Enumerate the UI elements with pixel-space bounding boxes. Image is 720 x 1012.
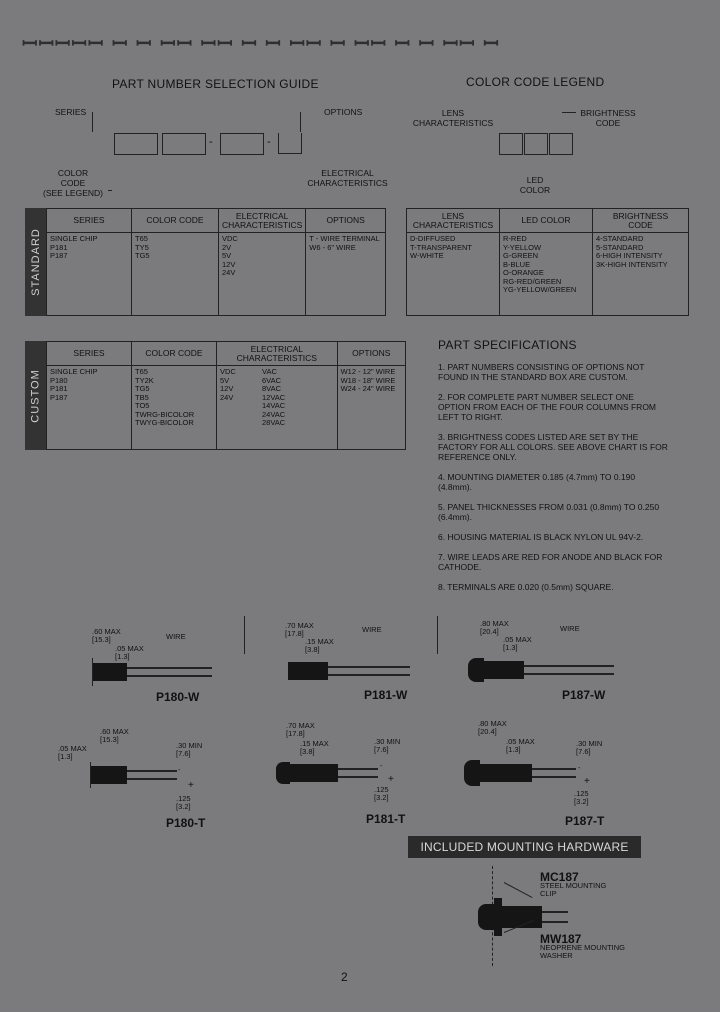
mc-leader [504, 882, 533, 898]
legend-lens-cell: D-DIFFUSED T-TRANSPARENT W-WHITE [407, 233, 500, 316]
mc-desc: STEEL MOUNTING CLIP [540, 881, 607, 898]
legend-table [406, 208, 689, 316]
custom-series-cell: SINGLE CHIP P180 P181 P187 [47, 366, 132, 450]
standard-options-cell: T - WIRE TERMINAL W6 - 6" WIRE [306, 233, 386, 316]
standard-col-options: OPTIONS [306, 209, 386, 233]
p181t-plus: + [388, 774, 394, 785]
p187t-dim-flange: .05 MAX [1.3] [506, 737, 535, 754]
brightness-leader [562, 112, 576, 113]
spec-item: 3. BRIGHTNESS CODES LISTED ARE SET BY THE FACTORY FOR ALL COLORS. SEE ABOVE CHART IS FOR REFERENCE ONLY. [438, 432, 668, 462]
options-label: OPTIONS [324, 107, 363, 117]
p180w-wire-1 [127, 667, 212, 669]
p180w-wire-2 [127, 675, 212, 677]
spec-item: 1. PART NUMBERS CONSISTING OF OPTIONS NOT FOUND IN THE STANDARD BOX ARE CUSTOM. [438, 362, 645, 382]
custom-col-series: SERIES [47, 342, 132, 366]
p187t-dim-length: .80 MAX [20.4] [478, 719, 507, 736]
p181w-wire-2 [328, 674, 410, 676]
legend-col-lens: LENS CHARACTERISTICS [407, 209, 500, 233]
p181t-lens [276, 762, 290, 784]
legend-color-cell: R-RED Y-YELLOW G-GREEN B-BLUE O-ORANGE RG-RED/GREEN YG-YELLOW/GREEN [500, 233, 593, 316]
spec-item: 6. HOUSING MATERIAL IS BLACK NYLON UL 94V-2. [438, 532, 644, 542]
p181w-dim-length: .70 MAX [17.8] [285, 621, 314, 638]
custom-side-label: CUSTOM [25, 341, 46, 450]
legend-col-color: LED COLOR [500, 209, 593, 233]
p181t-terminal-1 [338, 768, 378, 770]
standard-series-cell: SINGLE CHIP P181 P187 [47, 233, 132, 316]
selection-guide-title: PART NUMBER SELECTION GUIDE [112, 77, 319, 91]
p181t-minus: - [380, 761, 383, 770]
custom-col-options: OPTIONS [337, 342, 405, 366]
p181w-wire-label: WIRE [362, 625, 382, 634]
spec-item: 4. MOUNTING DIAMETER 0.185 (4.7mm) TO 0.190 (4.8mm). [438, 472, 636, 492]
header-noise: ꟷꟷꟷꟷꟷ ꟷ ꟷ ꟷꟷ ꟷꟷ ꟷ ꟷ ꟷꟷ ꟷ ꟷꟷ ꟷ ꟷ ꟷꟷ ꟷ [22, 33, 500, 52]
hardware-banner: INCLUDED MOUNTING HARDWARE [408, 836, 641, 858]
standard-table [46, 208, 386, 316]
standard-col-electrical: ELECTRICAL CHARACTERISTICS [219, 209, 306, 233]
divider-1 [244, 616, 245, 654]
mc-code: MC187 [540, 870, 579, 884]
mw-desc: NEOPRENE MOUNTING WASHER [540, 943, 626, 960]
custom-col-electrical: ELECTRICAL CHARACTERISTICS [217, 342, 338, 366]
spec-item: 5. PANEL THICKNESSES FROM 0.031 (0.8mm) TO 0.250 (6.4mm). [438, 502, 660, 522]
color-legend-title: COLOR CODE LEGEND [466, 75, 605, 89]
p180w-housing [93, 663, 127, 681]
custom-vac-cell: VAC 6VAC 8VAC 12VAC 14VAC 24VAC 28VAC [259, 366, 337, 450]
p180t-dim-flange: .05 MAX [1.3] [58, 744, 87, 761]
p187t-part-name: P187-T [565, 814, 605, 828]
p180w-dim-flange: .05 MAX [1.3] [115, 644, 144, 661]
specs-title: PART SPECIFICATIONS [438, 338, 577, 352]
spec-item: 2. FOR COMPLETE PART NUMBER SELECT ONE OPTION FROM EACH OF THE FOUR COLUMNS FROM LEFT TO RIGHT. [438, 392, 657, 422]
series-label: SERIES [55, 107, 87, 117]
standard-col-color: COLOR CODE [132, 209, 219, 233]
p181t-part-name: P181-T [366, 812, 406, 826]
hardware-terminal-2 [542, 921, 568, 923]
p187t-lens [464, 760, 480, 786]
standard-side-label: STANDARD [25, 208, 46, 316]
p187w-dim-flange: .05 MAX [1.3] [503, 635, 532, 652]
standard-electrical-cell: VDC 2V 5V 12V 24V [219, 233, 306, 316]
color-code-label: COLOR CODE (SEE LEGEND) [43, 168, 103, 198]
p180t-part-name: P180-T [166, 816, 206, 830]
custom-options-cell: W12 - 12" WIRE W18 - 18" WIRE W24 - 24" WIRE [337, 366, 405, 450]
p181t-dim-length: .70 MAX [17.8] [286, 721, 315, 738]
p181t-terminal-2 [338, 776, 378, 778]
p180w-part-name: P180-W [156, 690, 200, 704]
series-box [114, 133, 158, 155]
p187t-minus: - [578, 763, 581, 772]
p187t-dim-terminal: .30 MIN [7.6] [576, 739, 603, 756]
custom-vdc-cell: VDC 5V 12V 24V [217, 366, 260, 450]
p181w-dim-flange: .15 MAX [3.8] [305, 637, 334, 654]
standard-color-cell: T65 TY5 TG5 [132, 233, 219, 316]
p180w-dim-length: .60 MAX [15.3] [92, 627, 121, 644]
p180t-terminal-1 [127, 770, 177, 772]
p180t-plus: + [188, 780, 194, 791]
custom-color-cell: T65 TY2K TG5 TB5 TO5 TWRG-BICOLOR TWYG-BICOLOR [132, 366, 217, 450]
electrical-box [220, 133, 264, 155]
p187w-wire-2 [524, 673, 614, 675]
brightness-label: BRIGHTNESS CODE [580, 108, 636, 128]
p181t-dim-flange: .15 MAX [3.8] [300, 739, 329, 756]
p181w-wire-1 [328, 666, 410, 668]
lens-label: LENS CHARACTERISTICS [412, 108, 494, 128]
p181w-housing [288, 662, 328, 680]
p187w-wire-label: WIRE [560, 624, 580, 633]
p180w-wire-label: WIRE [166, 632, 186, 641]
options-box [278, 133, 302, 154]
dash-2: - [267, 136, 271, 148]
p180t-dim-length: .60 MAX [15.3] [100, 727, 129, 744]
series-leader [92, 112, 93, 132]
spec-item: 8. TERMINALS ARE 0.020 (0.5mm) SQUARE. [438, 582, 614, 592]
legend-col-brightness: BRIGHTNESS CODE [593, 209, 689, 233]
p187w-lens [468, 658, 484, 682]
p187w-dim-length: .80 MAX [20.4] [480, 619, 509, 636]
p187w-housing [484, 661, 524, 679]
lens-box [499, 133, 523, 155]
p180t-minus: - [178, 765, 181, 774]
p187w-part-name: P187-W [562, 688, 606, 702]
p187w-wire-1 [524, 665, 614, 667]
dash-1: - [209, 136, 213, 148]
mw-code: MW187 [540, 932, 582, 946]
p187t-plus: + [584, 776, 590, 787]
p181t-dim-terminal: .30 MIN [7.6] [374, 737, 401, 754]
brightness-box [549, 133, 573, 155]
p181t-dim-pitch: .125 [3.2] [374, 785, 389, 802]
p181w-part-name: P181-W [364, 688, 408, 702]
led-color-box [524, 133, 548, 155]
color-code-leader [108, 190, 112, 191]
p180t-terminal-2 [127, 778, 177, 780]
p187t-housing [480, 764, 532, 782]
specs-list [438, 362, 668, 602]
p187t-dim-pitch: .125 [3.2] [574, 789, 589, 806]
hardware-terminal-1 [542, 911, 568, 913]
legend-brightness-cell: 4-STANDARD 5-STANDARD 6-HIGH INTENSITY 3K-HIGH INTENSITY [593, 233, 689, 316]
page-number: 2 [341, 970, 348, 984]
hardware-lens [478, 904, 494, 930]
led-color-label: LED COLOR [519, 175, 551, 195]
standard-col-series: SERIES [47, 209, 132, 233]
divider-2 [437, 616, 438, 654]
hardware-clip [494, 898, 502, 936]
p180t-housing [91, 766, 127, 784]
spec-item: 7. WIRE LEADS ARE RED FOR ANODE AND BLACK FOR CATHODE. [438, 552, 663, 572]
p180t-dim-terminal: .30 MIN [7.6] [176, 741, 203, 758]
options-leader [300, 112, 301, 132]
custom-col-color: COLOR CODE [132, 342, 217, 366]
p187t-terminal-2 [532, 776, 576, 778]
p180t-dim-pitch: .125 [3.2] [176, 794, 191, 811]
custom-table [46, 341, 406, 450]
color-code-box [162, 133, 206, 155]
p181t-housing [290, 764, 338, 782]
electrical-label: ELECTRICAL CHARACTERISTICS [307, 168, 388, 188]
p187t-terminal-1 [532, 768, 576, 770]
